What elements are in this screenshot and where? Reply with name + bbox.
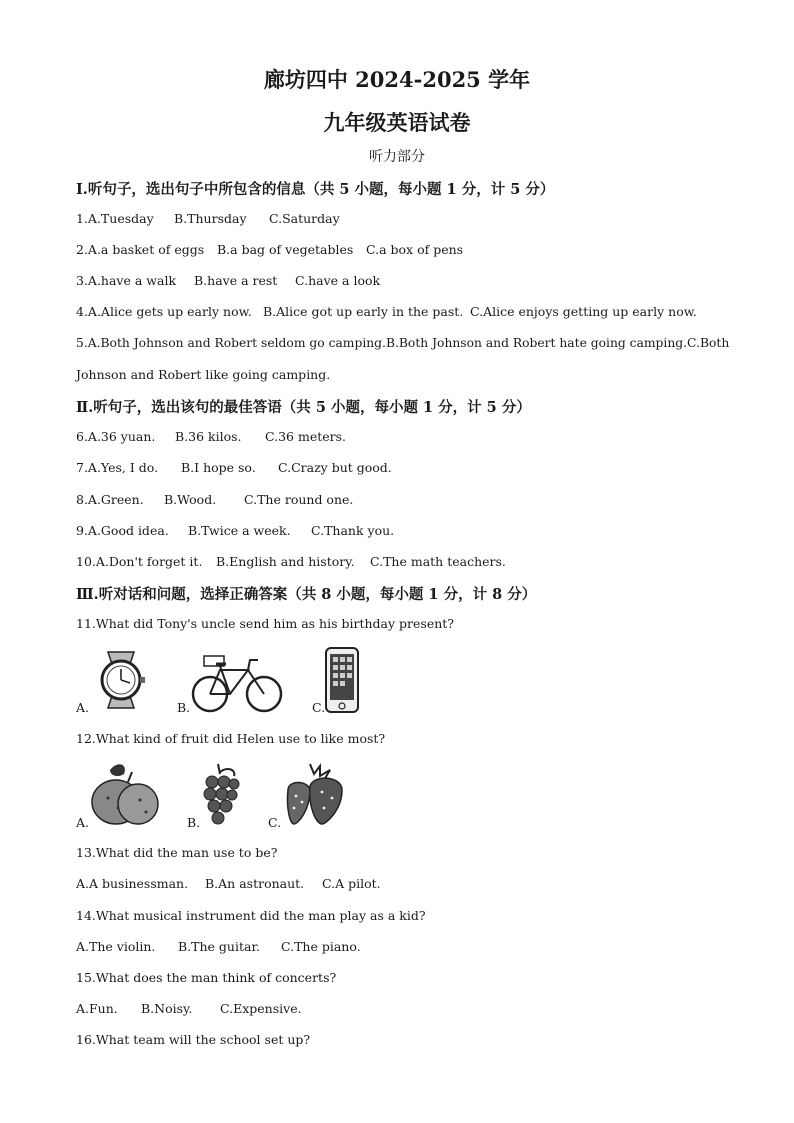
option-c: C.The math teachers. — [370, 554, 506, 569]
question-4 — [76, 304, 697, 319]
option-a: 1.A.Tuesday — [76, 211, 154, 226]
question-10 — [76, 554, 506, 569]
option-b: B.Wood. — [164, 492, 217, 507]
option-b: B.Alice got up early in the past. — [263, 304, 464, 319]
question-9 — [76, 523, 394, 538]
question-5-line-2: Johnson and Robert like going camping. — [76, 367, 331, 382]
option-b: B.Noisy. — [141, 1001, 193, 1016]
option-a: 9.A.Good idea. — [76, 523, 169, 538]
option-a: 8.A.Green. — [76, 492, 144, 507]
option-b: B.English and history. — [216, 554, 355, 569]
bicycle-icon — [190, 652, 284, 714]
question-15-options — [76, 1001, 302, 1016]
question-8 — [76, 492, 353, 507]
option-a: A.Fun. — [76, 1001, 118, 1016]
question-5-line-1: 5.A.Both Johnson and Robert seldom go camping.B.Both Johnson and Robert hate going camping.C.Both — [76, 336, 730, 350]
option-b: B.36 kilos. — [175, 429, 242, 444]
question-6 — [76, 429, 346, 444]
question-14: 14.What musical instrument did the man play as a kid? — [76, 908, 426, 923]
question-3 — [76, 273, 380, 288]
question-1 — [76, 211, 340, 226]
option-b: B.An astronaut. — [205, 876, 305, 891]
option-c: C.a box of pens — [366, 242, 464, 257]
question-15: 15.What does the man think of concerts? — [76, 970, 337, 985]
option-a: 4.A.Alice gets up early now. — [76, 304, 252, 319]
part-title: 听力部分 — [369, 149, 425, 165]
picture-label-a: A. — [76, 815, 90, 830]
option-a: 6.A.36 yuan. — [76, 429, 156, 444]
option-c: C.have a look — [295, 273, 381, 288]
option-b: B.The guitar. — [178, 939, 261, 954]
option-a: 2.A.a basket of eggs — [76, 242, 205, 257]
option-b: B.a bag of vegetables — [217, 242, 354, 257]
section-3-heading: Ⅲ.听对话和问题，选择正确答案（共 8 小题，每小题 1 分，计 8 分） — [76, 586, 537, 603]
option-b: B.have a rest — [194, 273, 278, 288]
question-11: 11.What did Tony's uncle send him as his birthday present? — [76, 616, 454, 631]
option-c: C.36 meters. — [265, 429, 347, 444]
wristwatch-icon — [88, 648, 154, 712]
option-a: 3.A.have a walk — [76, 273, 177, 288]
picture-label-a: A. — [76, 700, 90, 715]
question-2 — [76, 242, 463, 257]
option-b: B.Thursday — [174, 211, 247, 226]
picture-label-b: B. — [177, 700, 191, 715]
option-c: C.The round one. — [244, 492, 354, 507]
option-a: A.A businessman. — [76, 876, 189, 891]
question-13-options — [76, 876, 381, 891]
exam-title: 九年级英语试卷 — [323, 110, 471, 135]
grapes-icon — [200, 762, 242, 828]
school-year-title: 廊坊四中 2024-2025 学年 — [263, 67, 531, 92]
picture-label-c: C. — [268, 815, 282, 830]
option-c: C.A pilot. — [322, 876, 381, 891]
section-1-heading: Ⅰ.听句子，选出句子中所包含的信息（共 5 小题，每小题 1 分，计 5 分） — [76, 181, 555, 198]
pear-fruit-icon — [88, 760, 162, 828]
option-c: C.Thank you. — [311, 523, 395, 538]
option-c: C.The piano. — [281, 939, 361, 954]
question-12: 12.What kind of fruit did Helen use to like most? — [76, 731, 386, 746]
option-c: C.Saturday — [269, 211, 340, 226]
question-7 — [76, 460, 392, 475]
option-a: 10.A.Don't forget it. — [76, 554, 203, 569]
picture-label-b: B. — [187, 815, 201, 830]
option-a: A.The violin. — [76, 939, 156, 954]
option-c: C.Alice enjoys getting up early now. — [470, 304, 697, 319]
mobile-phone-icon — [324, 646, 360, 714]
option-b: B.I hope so. — [181, 460, 256, 475]
question-13: 13.What did the man use to be? — [76, 845, 278, 860]
option-c: C.Crazy but good. — [278, 460, 392, 475]
option-c: C.Expensive. — [220, 1001, 302, 1016]
question-16: 16.What team will the school set up? — [76, 1032, 311, 1047]
option-a: 7.A.Yes, I do. — [76, 460, 159, 475]
option-b: B.Twice a week. — [188, 523, 291, 538]
picture-label-c: C. — [312, 700, 326, 715]
strawberries-icon — [280, 762, 350, 828]
question-14-options — [76, 939, 361, 954]
section-2-heading: Ⅱ.听句子，选出该句的最佳答语（共 5 小题，每小题 1 分，计 5 分） — [76, 399, 531, 416]
